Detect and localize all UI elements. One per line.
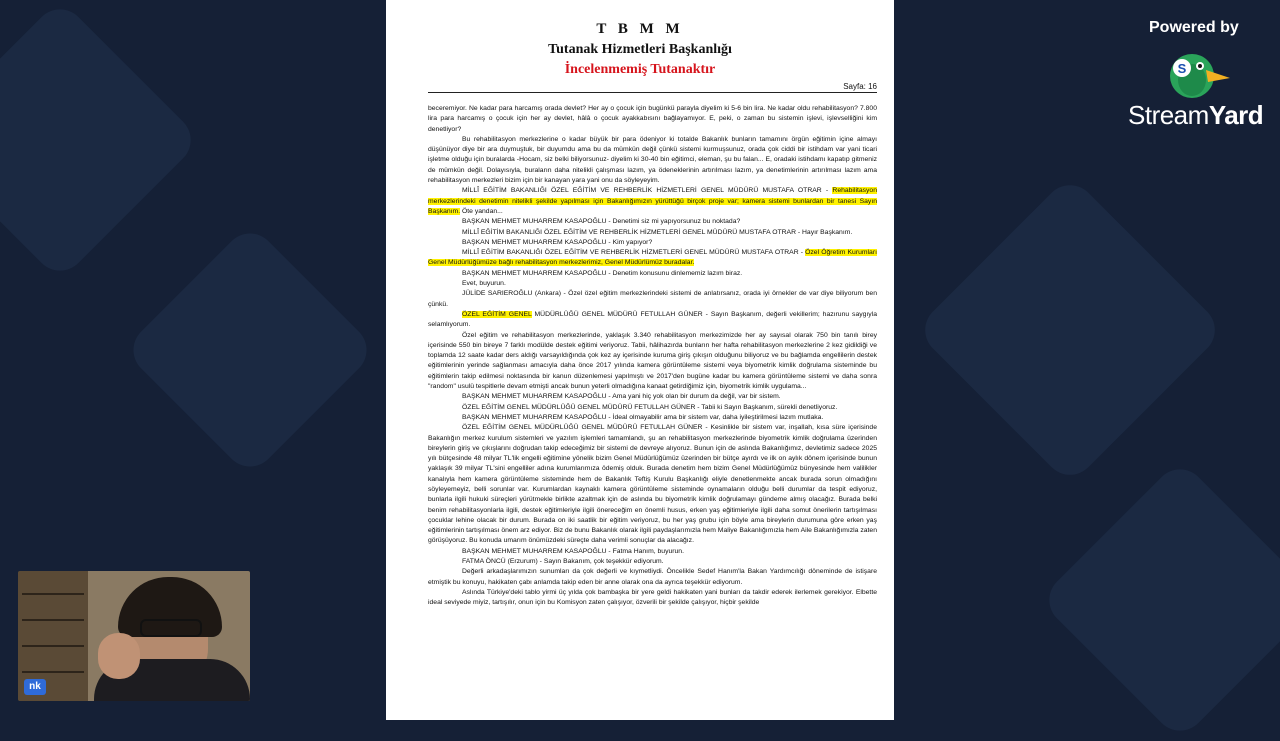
background-shape bbox=[1039, 459, 1280, 741]
document-paragraph bbox=[428, 186, 877, 217]
paragraph-text: Aslında Türkiye'deki tablo yirmi üç yılda çok bambaşka bir yere geldi hakikaten yani bunları da takdir ederek ilerlemek gerekiyor. Elbette ideal seviyede miyiz, tartışılır, onun için bu Komisyon zaten çalışıyor, özverili bir şekilde çalışıyor, hiçbir şekilde bbox=[428, 588, 877, 607]
paragraph-text: JÜLİDE SARIEROĞLU (Ankara) - Özel özel eğitim merkezlerindeki sistemi de anlatırsanız, orada iyi örnekler de var diye biliyorum ben çünkü. bbox=[428, 290, 877, 308]
document-paragraph bbox=[428, 423, 877, 547]
paragraph-text: FATMA ÖNCÜ (Erzurum) - Sayın Bakanım, çok teşekkür ediyorum. bbox=[462, 558, 664, 566]
document-paragraph bbox=[428, 217, 877, 227]
document-paragraph bbox=[428, 238, 877, 248]
document-paragraph bbox=[428, 557, 877, 567]
streamyard-duck-logo-icon bbox=[1162, 46, 1232, 102]
background-shape bbox=[914, 174, 1225, 485]
background-shape bbox=[0, 0, 201, 281]
document-paragraph bbox=[428, 413, 877, 423]
document-paragraph bbox=[428, 104, 877, 135]
paragraph-text: MİLLÎ EĞİTİM BAKANLIĞI ÖZEL EĞİTİM VE REHBERLİK HİZMETLERİ GENEL MÜDÜRÜ MUSTAFA OTRAR - bbox=[462, 249, 806, 257]
paragraph-text: BAŞKAN MEHMET MUHARREM KASAPOĞLU - Denetimi siz mi yapıyorsunuz bu noktada? bbox=[462, 218, 741, 226]
highlighted-text: Özel Öğretim Kurumları Genel Müdürlüğümüze bağlı rehabilitasyon merkezlerimiz, Genel Müdürlümüz buradalar. bbox=[428, 249, 877, 267]
document-paragraph bbox=[428, 248, 877, 269]
svg-text:S: S bbox=[1177, 61, 1187, 76]
document-paragraph bbox=[428, 403, 877, 413]
paragraph-text: MİLLÎ EĞİTİM BAKANLIĞI ÖZEL EĞİTİM VE REHBERLİK HİZMETLERİ GENEL MÜDÜRÜ MUSTAFA OTRAR - Hayır Başkanım. bbox=[462, 228, 853, 236]
document-paragraph bbox=[428, 228, 877, 238]
document-paragraph bbox=[428, 547, 877, 557]
paragraph-text: ÖZEL EĞİTİM GENEL MÜDÜRLÜĞÜ GENEL MÜDÜRÜ FETULLAH GÜNER - Kesinlikle bir sistem var, inşallah, kısa süre içerisinde Bakanlığın merkez kurulum sistemleri ve yazılım işlemleri tamamlandı, şu an rehabilitasyon merkezlerinde biyometrik kimlik doğrulama üzerinden bireylerin giriş ve çıkışlarını doğrudan takip edeceğimiz bir sistemi de devreye alıyoruz. Bunun için de aslında Bakanlığımız, devletimiz sadece 2025 yılı bütçesinde 48 milyar TL'lik engelli eğitimine yönelik bizim Genel Müdürlüğümüz üzerinden bir bütçe ayırdı ve ilk on aylık dönem içerisinde bunun yaklaşık 39 milyar TL'sini engelliler adına kurumlarımıza ödemiş olduk. Burada denetim hem bizim Genel Müdürlüğümüz bünyesinde hem valilikler kanalıyla hem kamera görüntüleme sisteminde hem de Bakanlık Teftiş Kurulu Başkanlığı eliyle denetlenmekte ancak burada sorun olmadığını söyleyemeyiz, belli sorunlar var. Kurumlardan kaynaklı kamera görüntüleme sisteminde oynamaların olduğu belli durumlar da tespit ediyoruz, bunlarla ilgili hukuki süreçleri yürütmekle birlikte azaltmak için de aslında bu biyometrik kimlik doğrulamayı gündeme almış olacağız. Burada belki benim rehabilitasyonlarla ilgili, destek eğitimleriyle ilgili önereceğim en önemli husus, erken yaş eğitimleriyle ilgili daha somut önerilerin tartışılması çocuklar lehine olacak bir durum. Burada on iki saatlik bir eğitim veriyoruz, bu her yaş grubu için böyle ama bireylerin durumuna göre erken yaş eğitimlerinin tartışılması önem arz ediyor. Biz de bunu Bakanlık olarak ilgili paydaşlarımızla hem Maliye Bakanlığımızla hem Aile Bakanlığımızla zaten görüşüyoruz. Bu konuda umarım önümüzdeki süreçte daha verimli sonuçlar da alacağız. bbox=[428, 424, 877, 545]
paragraph-text: BAŞKAN MEHMET MUHARREM KASAPOĞLU - Denetim konusunu dinlememiz lazım biraz. bbox=[462, 269, 743, 277]
document-paragraph bbox=[428, 135, 877, 186]
paragraph-text: BAŞKAN MEHMET MUHARREM KASAPOĞLU - Kim yapıyor? bbox=[462, 238, 653, 246]
document-body bbox=[428, 104, 877, 609]
document-paragraph bbox=[428, 289, 877, 310]
document-paragraph bbox=[428, 588, 877, 609]
header-divider bbox=[428, 92, 877, 93]
paragraph-text: BAŞKAN MEHMET MUHARREM KASAPOĞLU - Fatma Hanım, buyurun. bbox=[462, 547, 684, 555]
paragraph-text: BAŞKAN MEHMET MUHARREM KASAPOĞLU - İdeal olmayabilir ama bir sistem var, daha iyileştirilmesi lazım mutlaka. bbox=[462, 413, 824, 421]
paragraph-text: MÜDÜRLÜĞÜ GENEL MÜDÜRÜ FETULLAH GÜNER - Sayın Başkanım, değerli vekillerim; hazırunu saygıyla selamlıyorum. bbox=[428, 310, 877, 329]
paragraph-text: BAŞKAN MEHMET MUHARREM KASAPOĞLU - Ama yani hiç yok olan bir durum da değil, var bir sistem. bbox=[462, 393, 781, 401]
header-unreviewed: İncelenmemiş Tutanaktır bbox=[564, 62, 716, 77]
glasses bbox=[140, 619, 202, 637]
paragraph-text: Özel eğitim ve rehabilitasyon merkezlerinde, yaklaşık 3.340 rehabilitasyon merkezimizde her ay sayısal olarak 750 bin tanılı birey içerisinde 550 bin bireye 7 farklı modülde destek eğitimi veriyoruz. Tabii, hâlihazırda bunların her hafta rehabilitasyon merkezlerine 2 kez gidildiği ve toplamda 12 saate kadar ders aldığı varsayıldığında çok kez ay içerisinde kuruma giriş çıkışın olduğunu biliyoruz ve bu bağlamda engellilerin destek eğitimlerinin yerinde sağlanması amacıyla daha önce 2017 yılında kamera görüntüleme sistemi veya biyometrik kimlik doğrulama sisteminde bu eğitimlerin takip edilmesi noktasında bir kanun düzenlemesi yapılmıştı ve 2017'den bugüne kadar bu kamera görüntüleme sistemi ve daha sonra "random" usulü tespitlerle devam etmişti ancak bunun yeterli olmadığına kanaat getirdiğimiz için, biyometrik kimlik uygulama... bbox=[428, 331, 877, 391]
paragraph-text: Bu rehabilitasyon merkezlerine o kadar büyük bir para ödeniyor ki totalde Bakanlık bunların tamamını örgün eğitimin içine almayı düşünüyor diye bir ara duymuştuk, bir duyumdu ama bu da mümkün değil çünkü sistemi kurmuşsunuz, orada çok ciddi bir istihdam var yani ticari işletme olduğu için buralarda -Hocam, siz belki biliyorsunuz- diyelim ki 30-40 bin eğitimci, eleman, şu bu falan... E, oradaki istihdamı kapatıp gitmeniz de mümkün değil. Dolayısıyla, buraların daha nitelikli çalışması lazım, ya ödeneklerinin artırılması lazım, ya denetimlerinin artırılması lazım ama rehabilitasyon merkezleri bizim için bir kanayan yara yani onu da söyleyeyim. bbox=[428, 135, 877, 185]
participant-name-badge: nk bbox=[24, 679, 46, 695]
page-number: Sayfa: 16 bbox=[843, 82, 877, 91]
paragraph-text: Değerli arkadaşlarımızın sunumları da çok değerli ve kıymetliydi. Öncelikle Sedef Hanım'la Bakan Yardımcılığı döneminde de istişare etmiştik bu konuyu, hakikaten çabı anlamda takip eden bir anne olarak ona da ayrıca teşekkür ediyorum. bbox=[428, 568, 877, 586]
paragraph-text: Evet, buyurun. bbox=[462, 280, 506, 288]
wordmark-bold: Yard bbox=[1208, 100, 1264, 130]
document-paragraph bbox=[428, 392, 877, 402]
paragraph-text: ÖZEL EĞİTİM GENEL MÜDÜRLÜĞÜ GENEL MÜDÜRÜ FETULLAH GÜNER - Tabii ki Sayın Başkanım, sürekli denetliyoruz. bbox=[462, 403, 838, 411]
header-tbmm: T B M M bbox=[596, 21, 684, 37]
document-paragraph bbox=[428, 279, 877, 289]
document-paragraph bbox=[428, 567, 877, 588]
paragraph-text: beceremiyor. Ne kadar para harcamış orada devlet? Her ay o çocuk için bugünkü parayla diyelim ki 5-6 bin lira. Ne kadar oldu rehabilitasyon? 7.800 lira para harcamış o çocuk için her ay devlet, hâlâ o çocuk ayakkabısını bağlayamıyor. E, peki, o zaman bu sistemin işlevi, işlevselliğini kim denetliyor? bbox=[428, 105, 877, 133]
wordmark-regular: Stream bbox=[1128, 100, 1209, 130]
shared-document-page bbox=[386, 0, 894, 720]
paragraph-text: Öte yandan... bbox=[460, 207, 503, 215]
streamyard-wordmark bbox=[1128, 100, 1263, 131]
webcam-tile[interactable] bbox=[18, 571, 250, 701]
header-department: Tutanak Hizmetleri Başkanlığı bbox=[548, 42, 732, 57]
branding bbox=[1120, 0, 1270, 140]
highlighted-text: ÖZEL EĞİTİM GENEL bbox=[462, 310, 532, 318]
background-shape bbox=[123, 223, 378, 478]
document-paragraph bbox=[428, 310, 877, 331]
participant-hand bbox=[98, 633, 140, 679]
paragraph-text: MİLLÎ EĞİTİM BAKANLIĞI ÖZEL EĞİTİM VE REHBERLİK HİZMETLERİ GENEL MÜDÜRÜ MUSTAFA OTRAR - bbox=[462, 187, 833, 195]
highlighted-text: Rehabilitasyon merkezlerindeki denetimin nitelikli şekilde yapılması için Bakanlığımızın yürüttüğü birçok proje var; kamera sistemi bunlardan bir tanesi Sayın Başkanım. bbox=[428, 187, 877, 215]
document-paragraph bbox=[428, 331, 877, 393]
powered-by-label: Powered by bbox=[1149, 19, 1239, 36]
document-paragraph bbox=[428, 269, 877, 279]
